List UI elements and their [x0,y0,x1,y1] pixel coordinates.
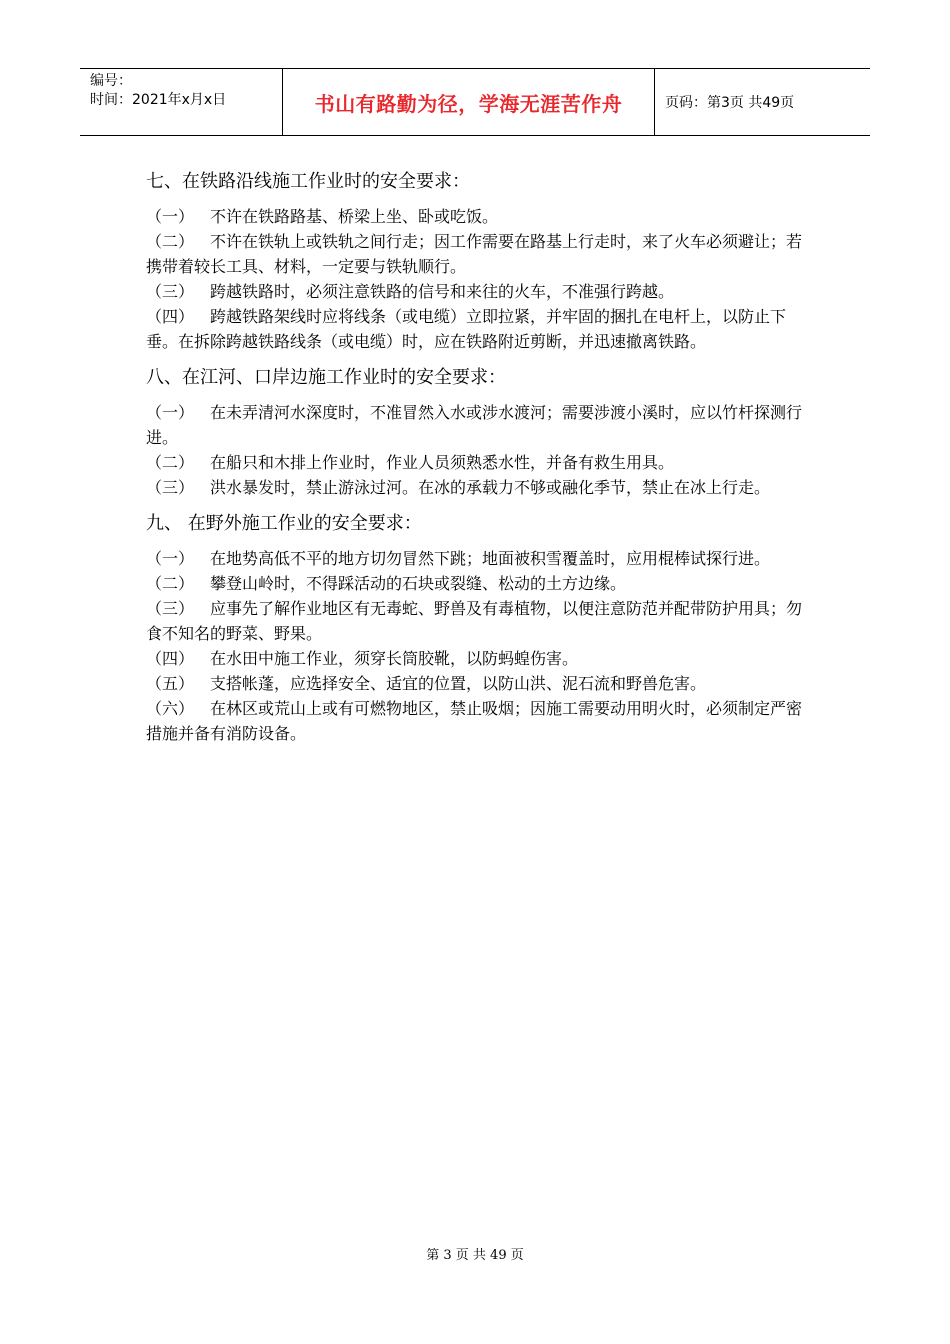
list-item [146,546,810,571]
section [146,364,810,500]
list-item [146,450,810,475]
item-number: （一） [146,549,195,568]
page-header [80,68,870,136]
list-item [146,229,810,279]
item-text: 不许在铁路路基、桥梁上坐、卧或吃饭。 [210,207,499,226]
header-page-info: 页码：第3页 共49页 [665,95,795,111]
list-item [146,596,810,646]
item-text: 在未弄清河水深度时，不准冒然入水或涉水渡河；需要涉渡小溪时，应以竹杆探测行进。 [146,403,803,447]
item-number: （三） [146,478,195,497]
item-text: 在船只和木排上作业时，作业人员须熟悉水性，并备有救生用具。 [210,453,675,472]
section-heading: 九、 在野外施工作业的安全要求： [146,513,422,534]
item-number: （三） [146,282,195,301]
item-number: （三） [146,599,195,618]
item-number: （五） [146,674,195,693]
list-item [146,279,810,304]
time-label: 时间：2021年x月x日 [90,92,227,108]
section-heading: 七、在铁路沿线施工作业时的安全要求： [146,171,470,192]
item-text: 在水田中施工作业，须穿长筒胶靴，以防蚂蝗伤害。 [210,649,579,668]
item-text: 跨越铁路时，必须注意铁路的信号和来往的火车，不准强行跨越。 [210,282,675,301]
header-motto: 书山有路勤为径，学海无涯苦作舟 [283,69,655,135]
document-body [146,168,810,756]
list-item [146,671,810,696]
item-number: （一） [146,207,195,226]
item-text: 洪水暴发时，禁止游泳过河。在冰的承载力不够或融化季节，禁止在冰上行走。 [210,478,771,497]
item-text: 在地势高低不平的地方切勿冒然下跳；地面被积雪覆盖时，应用棍棒试探行进。 [210,549,771,568]
list-item [146,400,810,450]
item-number: （二） [146,574,195,593]
section-heading: 八、在江河、口岸边施工作业时的安全要求： [146,367,506,388]
list-item [146,646,810,671]
section [146,510,810,746]
item-number: （一） [146,403,195,422]
item-text: 支搭帐蓬，应选择安全、适宜的位置，以防山洪、泥石流和野兽危害。 [210,674,707,693]
item-number: （二） [146,453,195,472]
serial-number-label: 编号： [90,73,132,89]
page-footer: 第 3 页 共 49 页 [426,1248,524,1263]
list-item [146,475,810,500]
list-item [146,696,810,746]
item-number: （四） [146,649,195,668]
item-text: 不许在铁轨上或铁轨之间行走；因工作需要在路基上行走时，来了火车必须避让；若携带着较长工具、材料，一定要与铁轨顺行。 [146,232,803,276]
item-number: （四） [146,307,195,326]
list-item [146,304,810,354]
header-meta-cell [80,69,283,135]
item-text: 在林区或荒山上或有可燃物地区，禁止吸烟；因施工需要动用明火时，必须制定严密措施并备有消防设备。 [146,699,803,743]
item-number: （二） [146,232,195,251]
item-text: 应事先了解作业地区有无毒蛇、野兽及有毒植物，以便注意防范并配带防护用具；勿食不知名的野菜、野果。 [146,599,803,643]
item-text: 跨越铁路架线时应将线条（或电缆）立即拉紧，并牢固的捆扎在电杆上，以防止下垂。在拆除跨越铁路线条（或电缆）时，应在铁路附近剪断，并迅速撤离铁路。 [146,307,787,351]
item-text: 攀登山岭时，不得踩活动的石块或裂缝、松动的土方边缘。 [210,574,627,593]
list-item [146,571,810,596]
list-item [146,204,810,229]
section [146,168,810,354]
item-number: （六） [146,699,195,718]
